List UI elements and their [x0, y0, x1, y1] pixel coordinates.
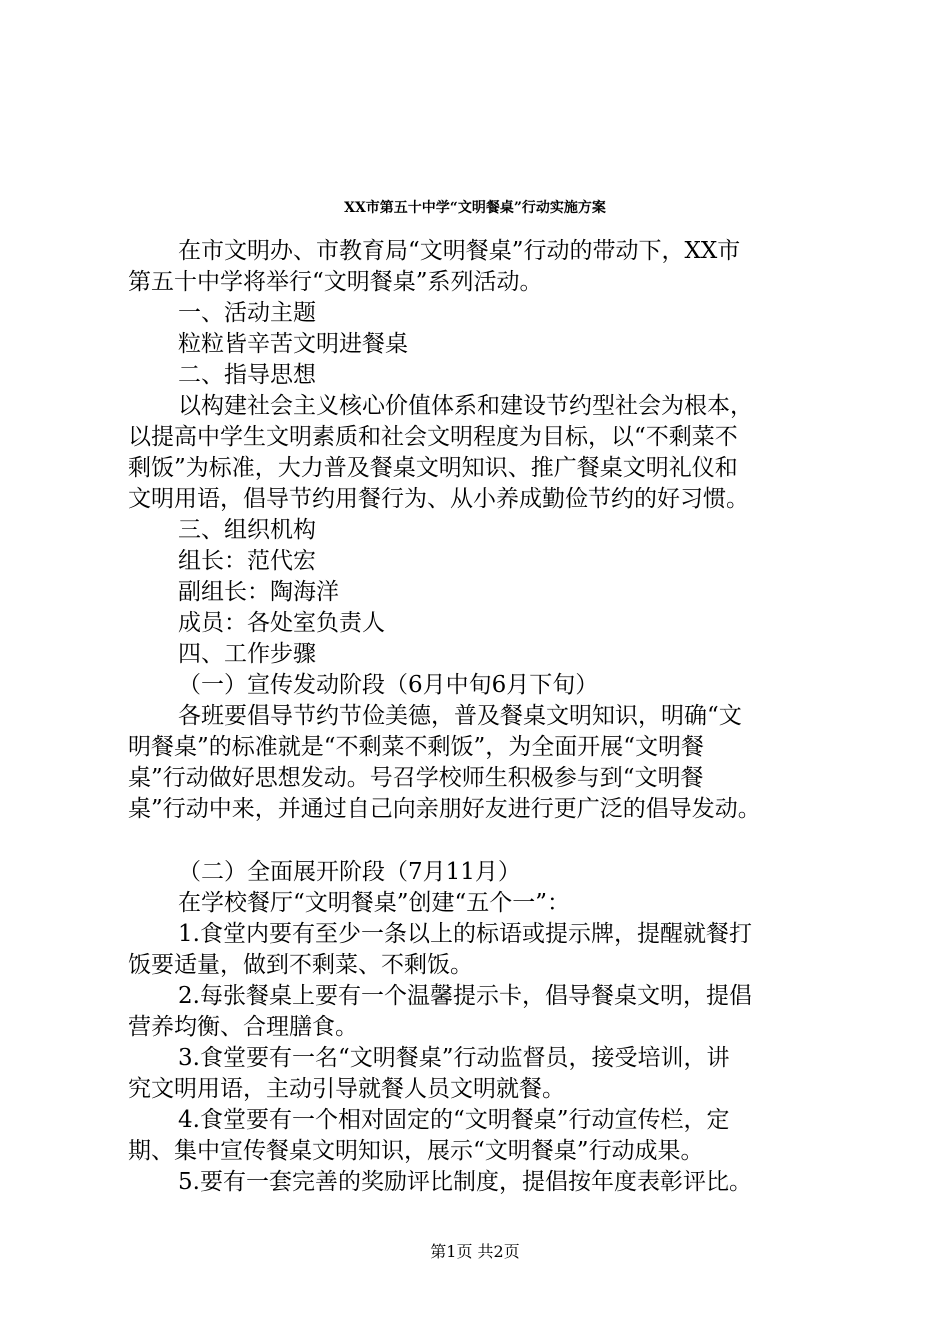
stage-one-line-2: 明餐桌”的标准就是“不剩菜不剩饭”，为全面开展“文明餐	[128, 734, 705, 760]
item-2-line-1: 2.每张餐桌上要有一个温馨提示卡，倡导餐桌文明，提倡	[178, 983, 752, 1009]
section-heading-steps: 四、工作步骤	[178, 641, 316, 667]
item-1-line-1: 1.食堂内要有至少一条以上的标语或提示牌，提醒就餐打	[178, 921, 752, 947]
page-footer: 第1页 共2页	[430, 1242, 520, 1261]
guiding-line-3: 剩饭”为标准，大力普及餐桌文明知识、推广餐桌文明礼仪和	[128, 455, 738, 481]
guiding-line-1: 以构建社会主义核心价值体系和建设节约型社会为根本，	[178, 393, 753, 419]
paragraph-gap	[128, 825, 834, 857]
intro-line-2: 第五十中学将举行“文明餐桌”系列活动。	[128, 269, 543, 295]
document-body	[128, 236, 834, 1198]
stage-two-heading: （二）全面展开阶段（7月11月）	[178, 859, 521, 885]
org-deputy-leader: 副组长：陶海洋	[178, 579, 339, 605]
item-4-line-2: 期、集中宣传餐桌文明知识，展示“文明餐桌”行动成果。	[128, 1138, 704, 1164]
item-3-line-1: 3.食堂要有一名“文明餐桌”行动监督员，接受培训，讲	[178, 1045, 730, 1071]
item-3-line-2: 究文明用语，主动引导就餐人员文明就餐。	[128, 1076, 565, 1102]
item-1-line-2: 饭要适量，做到不剩菜、不剩饭。	[128, 952, 473, 978]
item-2-line-2: 营养均衡、合理膳食。	[128, 1014, 358, 1040]
stage-one-line-3: 桌”行动做好思想发动。号召学校师生积极参与到“文明餐	[128, 765, 704, 791]
stage-one-line-4: 桌”行动中来，并通过自己向亲朋好友进行更广泛的倡导发动。	[128, 796, 761, 822]
item-5-line-1: 5.要有一套完善的奖励评比制度，提倡按年度表彰评比。	[178, 1169, 752, 1195]
section-heading-organization: 三、组织机构	[178, 517, 316, 543]
theme-text: 粒粒皆辛苦文明进餐桌	[178, 331, 408, 357]
section-heading-guiding: 二、指导思想	[178, 362, 316, 388]
org-members: 成员：各处室负责人	[178, 610, 385, 636]
org-leader: 组长：范代宏	[178, 548, 316, 574]
stage-one-heading: （一）宣传发动阶段（6月中旬6月下旬）	[178, 672, 599, 698]
item-4-line-1: 4.食堂要有一个相对固定的“文明餐桌”行动宣传栏，定	[178, 1107, 730, 1133]
intro-line-1: 在市文明办、市教育局“文明餐桌”行动的带动下，XX市	[178, 238, 741, 264]
document-title: XX市第五十中学“文明餐桌”行动实施方案	[344, 200, 606, 216]
stage-one-line-1: 各班要倡导节约节俭美德，普及餐桌文明知识，明确“文	[178, 703, 742, 729]
stage-two-intro: 在学校餐厅“文明餐桌”创建“五个一”：	[178, 890, 571, 916]
section-heading-theme: 一、活动主题	[178, 300, 316, 326]
guiding-line-4: 文明用语，倡导节约用餐行为、从小养成勤俭节约的好习惯。	[128, 486, 749, 512]
guiding-line-2: 以提高中学生文明素质和社会文明程度为目标，以“不剩菜不	[128, 424, 738, 450]
